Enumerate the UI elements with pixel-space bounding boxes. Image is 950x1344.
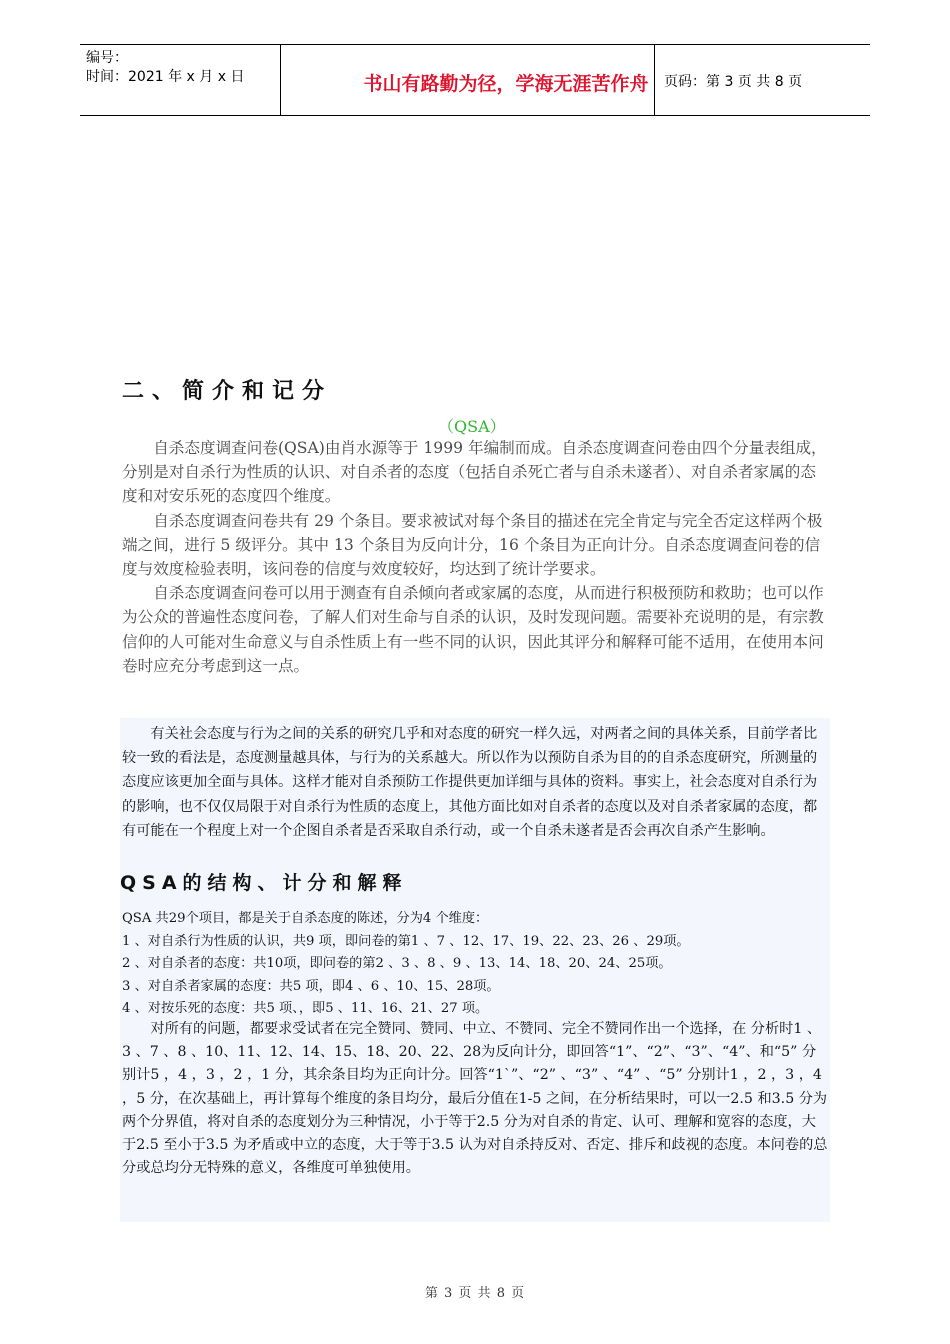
list-item: 2 、对自杀者的态度：共10项，即问卷的第2 、3 、8 、9 、13、14、18、20、24、25项。 bbox=[122, 956, 672, 971]
list-item: 4 、对按乐死的态度：共5 项、，即5 、11、16、21、27 项。 bbox=[122, 1001, 489, 1016]
page-footer: 第 3 页 共 8 页 bbox=[424, 1286, 526, 1301]
structure-title: QSA的结构、计分和解释 bbox=[120, 872, 408, 894]
dimension-list bbox=[122, 908, 840, 1021]
page-header bbox=[80, 44, 870, 116]
header-divider bbox=[654, 45, 655, 115]
qsa-tag: （QSA） bbox=[438, 417, 506, 436]
list-item: 1 、对自杀行为性质的认识，共9 项，即问卷的第1 、7 、12、17、19、22、23、26 、29项。 bbox=[122, 933, 690, 949]
list-item: QSA 共29个项目，都是关于自杀态度的陈述，分为4 个维度： bbox=[122, 911, 489, 926]
time-label: 时间：2021 年 x 月 x 日 bbox=[86, 69, 245, 85]
attitude-behavior-paragraph: 有关社会态度与行为之间的关系的研究几乎和对态度的研究一样久远，对两者之间的具体关系，目前学者比较一致的看法是，态度测量越具体，与行为的关系越大。所以作为以预防自杀为目的的自杀态度研究，所测量的态度应该更加全面与具体。这样才能对自杀预防工作提供更加详细与具体的资料。事实上，社会态度对自杀行为的影响，也不仅仅局限于对自杀行为性质的态度上，其他方面比如对自杀者的态度以及对自杀者家属的态度，都有可能在一个程度上对一个企图自杀者是否采取自杀行动，或一个自杀未遂者是否会再次自杀产生影响。 bbox=[122, 726, 818, 839]
number-label: 编号： bbox=[86, 50, 128, 66]
header-page-info: 页码：第 3 页 共 8 页 bbox=[664, 74, 803, 90]
section-title: 二、简介和记分 bbox=[122, 379, 333, 404]
intro-paragraph: 自杀态度调查问卷可以用于测查有自杀倾向者或家属的态度，从而进行积极预防和救助；也可以作为公众的普遍性态度问卷，了解人们对生命与自杀的认识，及时发现问题。需要补充说明的是，有宗教信仰的人可能对生命意义与自杀性质上有一些不同的认识，因此其评分和解释可能不适用，在使用本问卷时应充分考虑到这一点。 bbox=[122, 584, 824, 675]
header-motto: 书山有路勤为径，学海无涯苦作舟 bbox=[363, 73, 649, 95]
list-item: 3 、对自杀者家属的态度：共5 项，即4 、6 、10、15、28项。 bbox=[122, 978, 500, 994]
scoring-paragraph: 对所有的问题，都要求受试者在完全赞同、赞同、中立、不赞同、完全不赞同作出一个选择，在 分析时1 、3 、7 、8 、10、11、12、14、15、18、20、22、28为反向计分，即回答“1”、“2”、“3”、“4”、和“5” 分别计5 ，4 ，3 ，2 ，1 分，其余条目均为正向计分。回答“1`”、“2” 、“3” 、“4” 、“5” 分别计1 ，2 ，3 ，4 ，5 分，在次基础上，再计算每个维度的条目均分，最后分值在1-5 之间，在分析结果时，可以一2.5 和3.5 分为两个分界值，将对自杀的态度划分为三种情况，小于等于2.5 分为对自杀的肯定、认可、理解和宽容的态度，大于2.5 至小于3.5 为矛盾或中立的态度，大于等于3.5 认为对自杀持反对、否定、排斥和歧视的态度。本问卷的总分或总均分无特殊的意义，各维度可单独使用。 bbox=[122, 1021, 828, 1177]
intro-text bbox=[122, 436, 830, 678]
shaded-section bbox=[120, 718, 830, 1222]
intro-paragraph: 自杀态度调查问卷(QSA)由肖水源等于 1999 年编制而成。自杀态度调查问卷由四个分量表组成，分别是对自杀行为性质的认识、对自杀者的态度（包括自杀死亡者与自杀未遂者）、对自杀者家属的态度和对安乐死的态度四个维度。 bbox=[122, 439, 827, 506]
header-meta bbox=[86, 49, 244, 87]
intro-paragraph: 自杀态度调查问卷共有 29 个条目。要求被试对每个条目的描述在完全肯定与完全否定这样两个极端之间，进行 5 级评分。其中 13 个条目为反向计分，16 个条目为正向计分。自杀态度调查问卷的信度与效度检验表明，该问卷的信度与效度较好，均达到了统计学要求。 bbox=[122, 511, 823, 579]
